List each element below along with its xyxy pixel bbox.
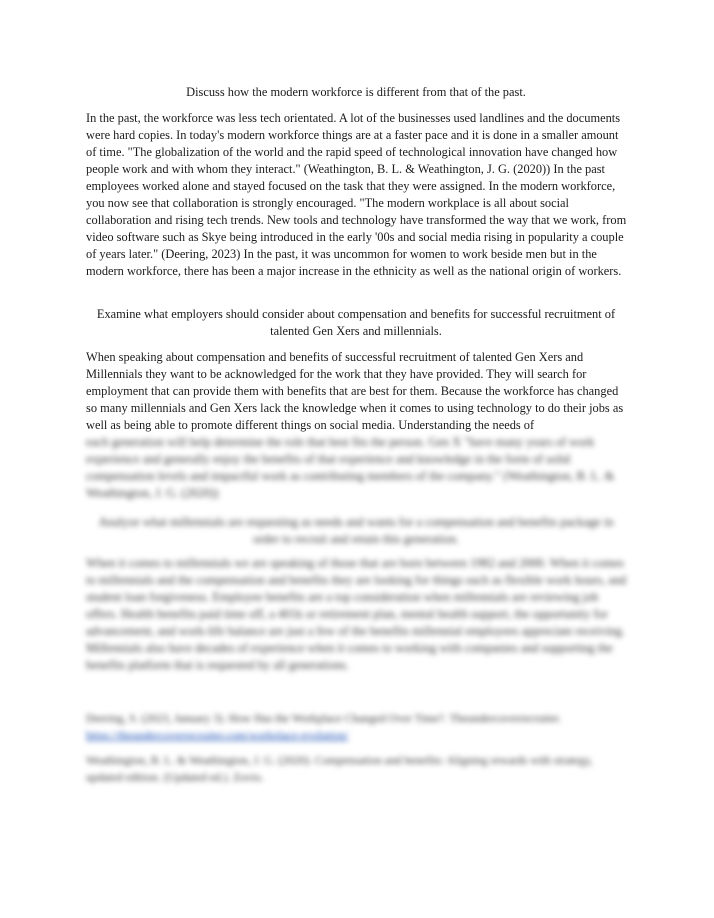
answer-paragraph-2-continued: each generation will help determine the role that best fits the person. Gen X "have many years of work experience and generally enjoy the benefits of that experience and knowledge in the form of solid compensation levels and impactful work as contributing members of the company." (Weathington, B. L. & Weathington, J. G. (2020)) (86, 435, 615, 500)
reference-entry-2: Weathington, B. L. & Weathington, J. G. (2020). Compensation and benefits: Aligning rewards with strategy, updated edition. (Updated ed.). Zovio. (86, 754, 593, 784)
question-heading-3: Analyze what millennials are requesting as needs and wants for a compensation and benefits package in order to recruit and retain this generation. (98, 515, 614, 546)
reference-entry-1 (86, 710, 626, 744)
reference-1-text: Deering, S. (2023, January 3). How Has the Workplace Changed Over Time?. Theundercoverrecruiter. (86, 712, 562, 725)
answer-paragraph-2: When speaking about compensation and benefits of successful recruitment of talented Gen Xers and Millennials they want to be acknowledged for the work that they have provided. They will search for employment that can provide them with benefits that are best for them. Because the workforce has changed so many millennials and Gen Xers lack the knowledge when it comes to using technology to do their jobs as well as being able to promote different things on social media. Understanding the needs of (86, 350, 624, 432)
question-heading-2: Examine what employers should consider about compensation and benefits for successful recruitment of talented Gen Xers and millennials. (96, 307, 616, 338)
answer-paragraph-3: When it comes to millennials we are speaking of those that are born between 1982 and 2000. When it comes to millennials and the compensation and benefits they are looking for things such as flexible work hours, and student loan forgiveness. Employee benefits are a top consideration when millennials are reviewing job offers. Health benefits paid time off, a 401k or retirement plan, mental health support, the opportunity for advancement, and work-life balance are just a few of the benefits millennial employees appreciate receiving. Millennials also have decades of experience when it comes to working with companies and supporting the benefits platform that is requested by all generations. (86, 556, 627, 672)
reference-1-link[interactable]: https://theundercoverrecruiter.com/workplace-evolution/ (86, 729, 349, 742)
question-heading-1: Discuss how the modern workforce is different from that of the past. (186, 85, 526, 99)
answer-paragraph-1: In the past, the workforce was less tech orientated. A lot of the businesses used landlines and the documents were hard copies. In today's modern workforce things are at a faster pace and it is done in a smaller amount of time. "The globalization of the world and the rapid speed of technological innovation have changed how people work and with whom they interact." (Weathington, B. L. & Weathington, J. G. (2020)) In the past employees worked alone and stayed focused on the task that they were assigned. In the modern workforce, you now see that collaboration is strongly encouraged. "The modern workplace is all about social collaboration and rising tech trends. New tools and technology have transformed the way that we work, from video software such as Skye being introduced in the early '00s and social media rising in popularity a couple of years later." (Deering, 2023) In the past, it was uncommon for women to work beside men but in the modern workforce, there has been a major increase in the ethnicity as well as the national origin of workers. (86, 111, 627, 278)
